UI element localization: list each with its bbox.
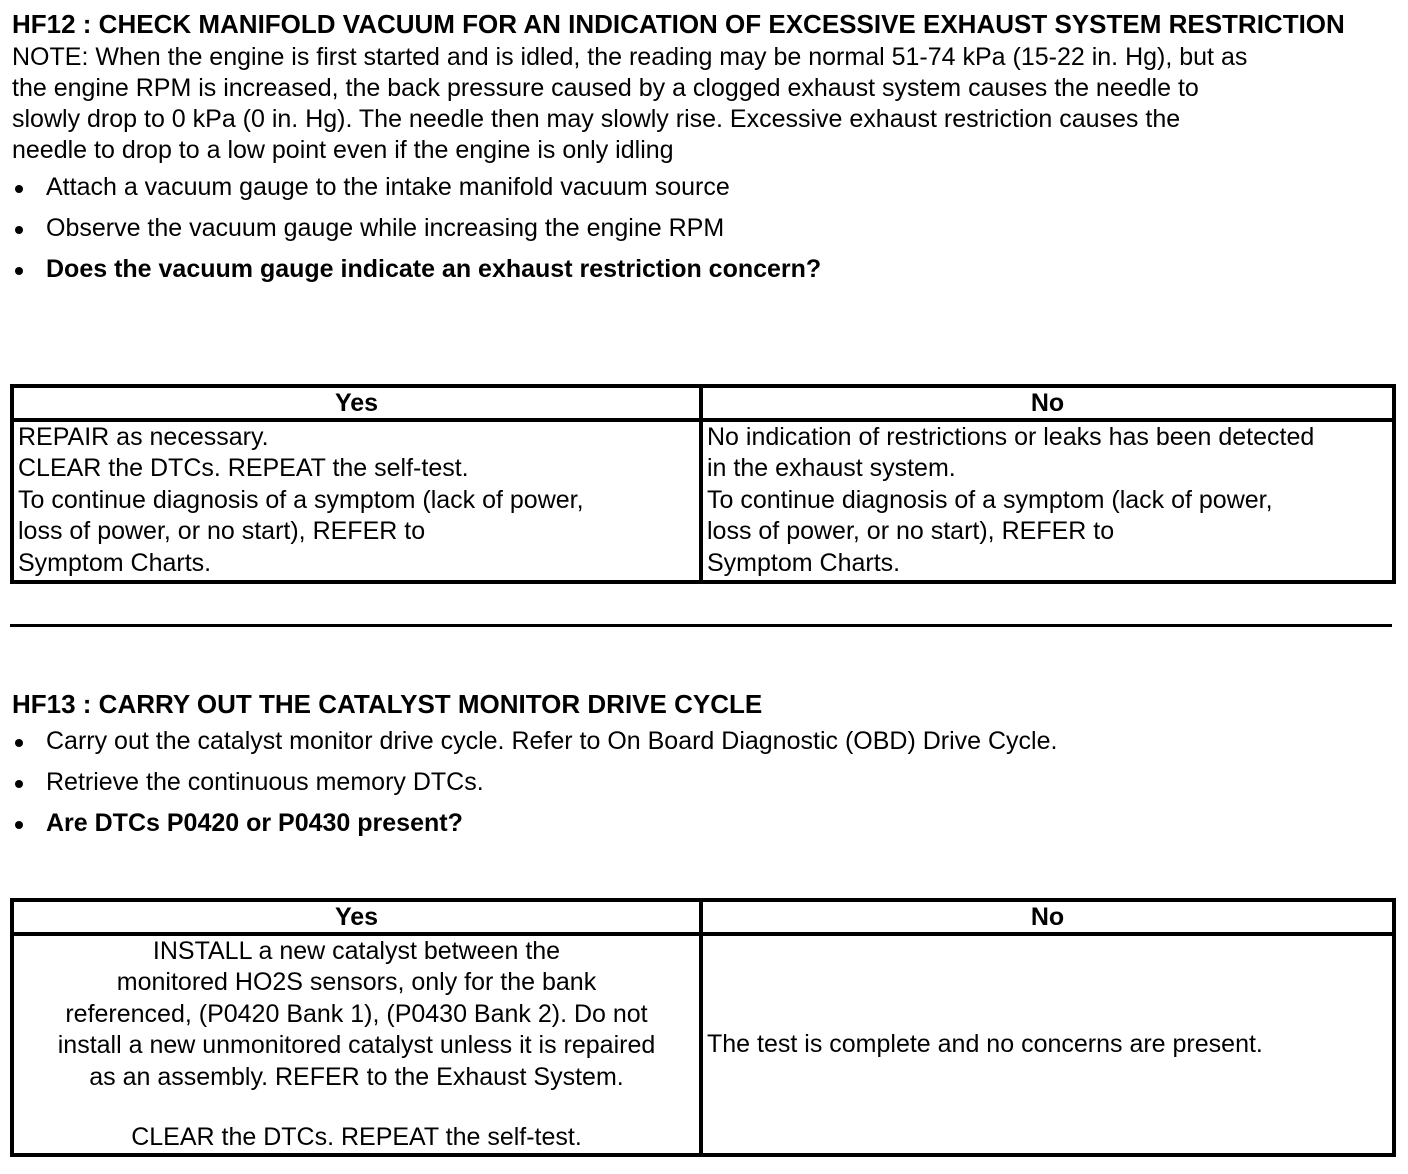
- hf13-question: Are DTCs P0420 or P0430 present?: [12, 808, 1392, 839]
- hf12-yes-line: To continue diagnosis of a symptom (lack of power,: [18, 485, 584, 514]
- section-divider: [10, 624, 1392, 627]
- hf13-section: [12, 688, 1392, 849]
- hf12-section: [12, 8, 1392, 295]
- hf12-step-item: Observe the vacuum gauge while increasing the engine RPM: [12, 213, 1392, 244]
- hf12-steps: [12, 172, 1392, 285]
- hf13-yes-line: referenced, (P0420 Bank 1), (P0430 Bank 2). Do not: [65, 999, 648, 1028]
- hf12-title: HF12 : CHECK MANIFOLD VACUUM FOR AN INDICATION OF EXCESSIVE EXHAUST SYSTEM RESTRICTION: [12, 9, 1345, 39]
- hf12-no-cell: [701, 420, 1394, 582]
- hf12-no-line: in the exhaust system.: [707, 454, 956, 483]
- hf13-yes-header: Yes: [12, 900, 701, 934]
- hf13-title: HF13 : CARRY OUT THE CATALYST MONITOR DRIVE CYCLE: [12, 689, 763, 719]
- hf12-no-line: Symptom Charts.: [707, 548, 901, 577]
- hf13-step-item: Retrieve the continuous memory DTCs.: [12, 767, 1392, 798]
- hf13-yes-line: as an assembly. REFER to the Exhaust System.: [89, 1062, 624, 1091]
- hf13-yes-line: install a new unmonitored catalyst unless it is repaired: [57, 1031, 656, 1060]
- hf13-step-item: Carry out the catalyst monitor drive cycle. Refer to On Board Diagnostic (OBD) Drive Cycle.: [12, 726, 1392, 757]
- hf12-yes-cell: [12, 420, 701, 582]
- hf12-yes-line: REPAIR as necessary.: [18, 423, 269, 451]
- hf12-no-line: To continue diagnosis of a symptom (lack of power,: [707, 485, 1273, 514]
- hf12-yes-line: CLEAR the DTCs. REPEAT the self-test.: [18, 454, 469, 483]
- hf13-yes-line: INSTALL a new catalyst between the: [152, 937, 561, 965]
- hf12-no-line: No indication of restrictions or leaks has been detected: [707, 423, 1315, 451]
- hf13-yes-line: CLEAR the DTCs. REPEAT the self-test.: [131, 1123, 582, 1152]
- hf12-yes-line: loss of power, or no start), REFER to: [18, 517, 426, 546]
- hf12-question: Does the vacuum gauge indicate an exhaust restriction concern?: [12, 254, 1392, 285]
- hf12-yes-header: Yes: [12, 386, 701, 420]
- hf13-steps: [12, 726, 1392, 839]
- hf13-no-header: No: [701, 900, 1394, 934]
- hf12-yes-line: Symptom Charts.: [18, 548, 212, 577]
- hf13-no-cell: [701, 934, 1394, 1155]
- hf12-no-line: loss of power, or no start), REFER to: [707, 517, 1115, 546]
- hf13-yes-no-table: [10, 898, 1396, 1157]
- hf13-yes-spacer: [18, 1093, 695, 1122]
- hf12-note-line: slowly drop to 0 kPa (0 in. Hg). The needle then may slowly rise. Excessive exhaust restriction causes the: [12, 105, 1181, 133]
- hf13-yes-cell: [12, 934, 701, 1155]
- hf13-no-text: The test is complete and no concerns are present.: [707, 1030, 1263, 1059]
- hf12-no-header: No: [701, 386, 1394, 420]
- hf12-note-line: NOTE: When the engine is first started and is idled, the reading may be normal 51-74 kPa (15-22 in. Hg), but as: [12, 43, 1248, 71]
- hf12-note-line: needle to drop to a low point even if the engine is only idling: [12, 136, 674, 164]
- hf12-note: [12, 42, 1392, 166]
- hf12-yes-no-table: [10, 384, 1396, 584]
- hf12-note-line: the engine RPM is increased, the back pressure caused by a clogged exhaust system causes the needle to: [12, 74, 1199, 102]
- hf13-yes-line: monitored HO2S sensors, only for the bank: [116, 968, 597, 997]
- hf12-step-item: Attach a vacuum gauge to the intake manifold vacuum source: [12, 172, 1392, 203]
